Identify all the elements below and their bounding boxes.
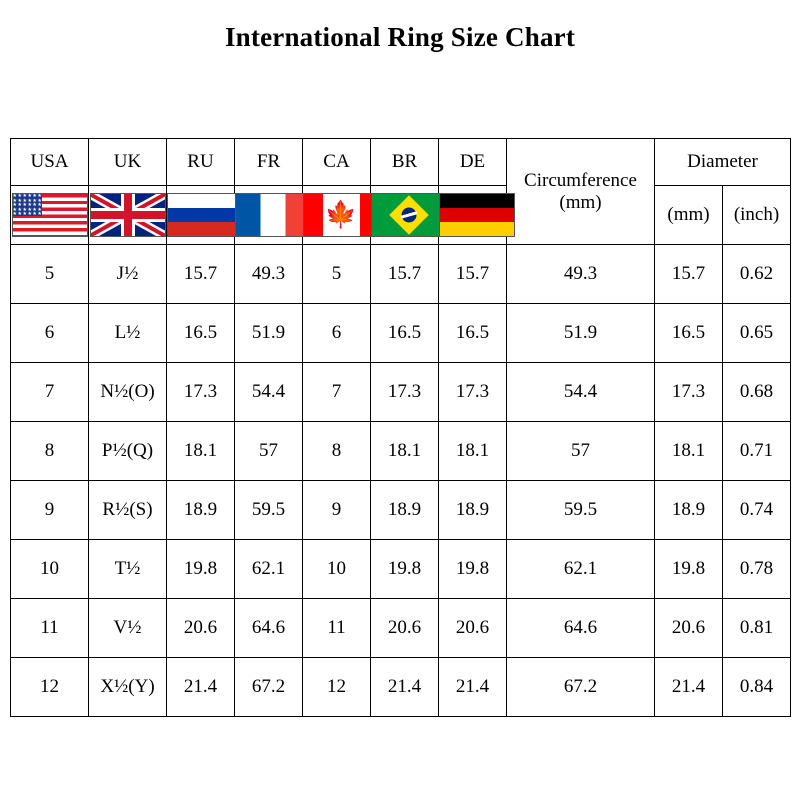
cell-diameter-mm: 18.9 — [655, 481, 723, 540]
cell-diameter-mm: 18.1 — [655, 422, 723, 481]
cell-fr: 67.2 — [235, 658, 303, 717]
cell-fr: 54.4 — [235, 363, 303, 422]
cell-ca: 11 — [303, 599, 371, 658]
flag-cell-fr — [235, 186, 303, 245]
cell-de: 18.9 — [439, 481, 507, 540]
flag-usa-stars: ★★★★★★ ★★★★★★ ★★★★★★ ★★★★★★ ★★★★★★ — [12, 194, 43, 217]
header-uk: UK — [89, 139, 167, 186]
cell-circumference: 64.6 — [507, 599, 655, 658]
header-fr: FR — [235, 139, 303, 186]
flag-russia-icon — [167, 193, 243, 237]
cell-fr: 51.9 — [235, 304, 303, 363]
cell-ru: 15.7 — [167, 245, 235, 304]
cell-ca: 7 — [303, 363, 371, 422]
cell-de: 16.5 — [439, 304, 507, 363]
cell-uk: P½(Q) — [89, 422, 167, 481]
cell-uk: X½(Y) — [89, 658, 167, 717]
ring-size-table — [10, 138, 791, 717]
flag-cell-uk — [89, 186, 167, 245]
flag-cell-br — [371, 186, 439, 245]
header-diameter: Diameter — [655, 139, 791, 186]
cell-usa: 8 — [11, 422, 89, 481]
cell-br: 17.3 — [371, 363, 439, 422]
cell-usa: 6 — [11, 304, 89, 363]
header-ca: CA — [303, 139, 371, 186]
cell-de: 21.4 — [439, 658, 507, 717]
cell-fr: 49.3 — [235, 245, 303, 304]
header-diameter-mm: (mm) — [655, 186, 723, 245]
cell-diameter-mm: 20.6 — [655, 599, 723, 658]
cell-de: 19.8 — [439, 540, 507, 599]
cell-ca: 6 — [303, 304, 371, 363]
cell-circumference: 51.9 — [507, 304, 655, 363]
cell-ca: 8 — [303, 422, 371, 481]
flag-uk-icon — [90, 193, 166, 237]
cell-br: 18.9 — [371, 481, 439, 540]
cell-usa: 11 — [11, 599, 89, 658]
cell-br: 18.1 — [371, 422, 439, 481]
table-row — [11, 658, 791, 717]
page-title-wrap — [10, 22, 790, 53]
flag-cell-ca — [303, 186, 371, 245]
table-row — [11, 481, 791, 540]
cell-fr: 64.6 — [235, 599, 303, 658]
cell-usa: 5 — [11, 245, 89, 304]
cell-diameter-inch: 0.81 — [723, 599, 791, 658]
cell-circumference: 67.2 — [507, 658, 655, 717]
cell-de: 17.3 — [439, 363, 507, 422]
cell-circumference: 49.3 — [507, 245, 655, 304]
cell-br: 15.7 — [371, 245, 439, 304]
cell-diameter-mm: 21.4 — [655, 658, 723, 717]
cell-ru: 16.5 — [167, 304, 235, 363]
cell-diameter-inch: 0.78 — [723, 540, 791, 599]
cell-fr: 59.5 — [235, 481, 303, 540]
cell-ca: 9 — [303, 481, 371, 540]
cell-circumference: 59.5 — [507, 481, 655, 540]
cell-ca: 5 — [303, 245, 371, 304]
cell-uk: L½ — [89, 304, 167, 363]
cell-ca: 10 — [303, 540, 371, 599]
table-row — [11, 363, 791, 422]
cell-circumference: 54.4 — [507, 363, 655, 422]
header-de: DE — [439, 139, 507, 186]
cell-fr: 57 — [235, 422, 303, 481]
cell-ca: 12 — [303, 658, 371, 717]
flag-germany-icon — [439, 193, 515, 237]
flag-cell-ru — [167, 186, 235, 245]
header-ru: RU — [167, 139, 235, 186]
cell-usa: 12 — [11, 658, 89, 717]
header-diameter-inch: (inch) — [723, 186, 791, 245]
cell-de: 18.1 — [439, 422, 507, 481]
cell-circumference: 62.1 — [507, 540, 655, 599]
cell-uk: N½(O) — [89, 363, 167, 422]
cell-diameter-inch: 0.84 — [723, 658, 791, 717]
cell-circumference: 57 — [507, 422, 655, 481]
header-br: BR — [371, 139, 439, 186]
table-row — [11, 422, 791, 481]
cell-uk: J½ — [89, 245, 167, 304]
table-row — [11, 304, 791, 363]
cell-ru: 21.4 — [167, 658, 235, 717]
cell-diameter-mm: 19.8 — [655, 540, 723, 599]
maple-leaf-icon: 🍁 — [324, 200, 358, 229]
table-header-row-codes — [11, 139, 791, 186]
cell-uk: T½ — [89, 540, 167, 599]
flag-usa-icon — [12, 193, 88, 237]
table-header-row-flags — [11, 186, 791, 245]
flag-cell-de — [439, 186, 507, 245]
header-usa: USA — [11, 139, 89, 186]
cell-diameter-inch: 0.74 — [723, 481, 791, 540]
cell-de: 20.6 — [439, 599, 507, 658]
table-row — [11, 245, 791, 304]
cell-de: 15.7 — [439, 245, 507, 304]
flag-uk-red-cross-vertical — [124, 194, 132, 236]
cell-usa: 10 — [11, 540, 89, 599]
cell-br: 19.8 — [371, 540, 439, 599]
cell-fr: 62.1 — [235, 540, 303, 599]
cell-usa: 7 — [11, 363, 89, 422]
flag-cell-usa — [11, 186, 89, 245]
table-row — [11, 540, 791, 599]
cell-ru: 17.3 — [167, 363, 235, 422]
cell-br: 16.5 — [371, 304, 439, 363]
cell-diameter-mm: 16.5 — [655, 304, 723, 363]
flag-brazil-icon — [371, 193, 447, 237]
header-circumference: Circumference (mm) — [507, 139, 655, 245]
cell-diameter-inch: 0.65 — [723, 304, 791, 363]
cell-ru: 18.1 — [167, 422, 235, 481]
cell-diameter-inch: 0.68 — [723, 363, 791, 422]
cell-ru: 19.8 — [167, 540, 235, 599]
cell-uk: R½(S) — [89, 481, 167, 540]
cell-diameter-inch: 0.62 — [723, 245, 791, 304]
flag-canada-icon — [303, 193, 379, 237]
table-row — [11, 599, 791, 658]
cell-diameter-mm: 15.7 — [655, 245, 723, 304]
cell-uk: V½ — [89, 599, 167, 658]
page-title: International Ring Size Chart — [224, 22, 576, 52]
cell-ru: 18.9 — [167, 481, 235, 540]
cell-ru: 20.6 — [167, 599, 235, 658]
cell-usa: 9 — [11, 481, 89, 540]
cell-br: 21.4 — [371, 658, 439, 717]
cell-br: 20.6 — [371, 599, 439, 658]
flag-france-icon — [235, 193, 311, 237]
cell-diameter-inch: 0.71 — [723, 422, 791, 481]
cell-diameter-mm: 17.3 — [655, 363, 723, 422]
